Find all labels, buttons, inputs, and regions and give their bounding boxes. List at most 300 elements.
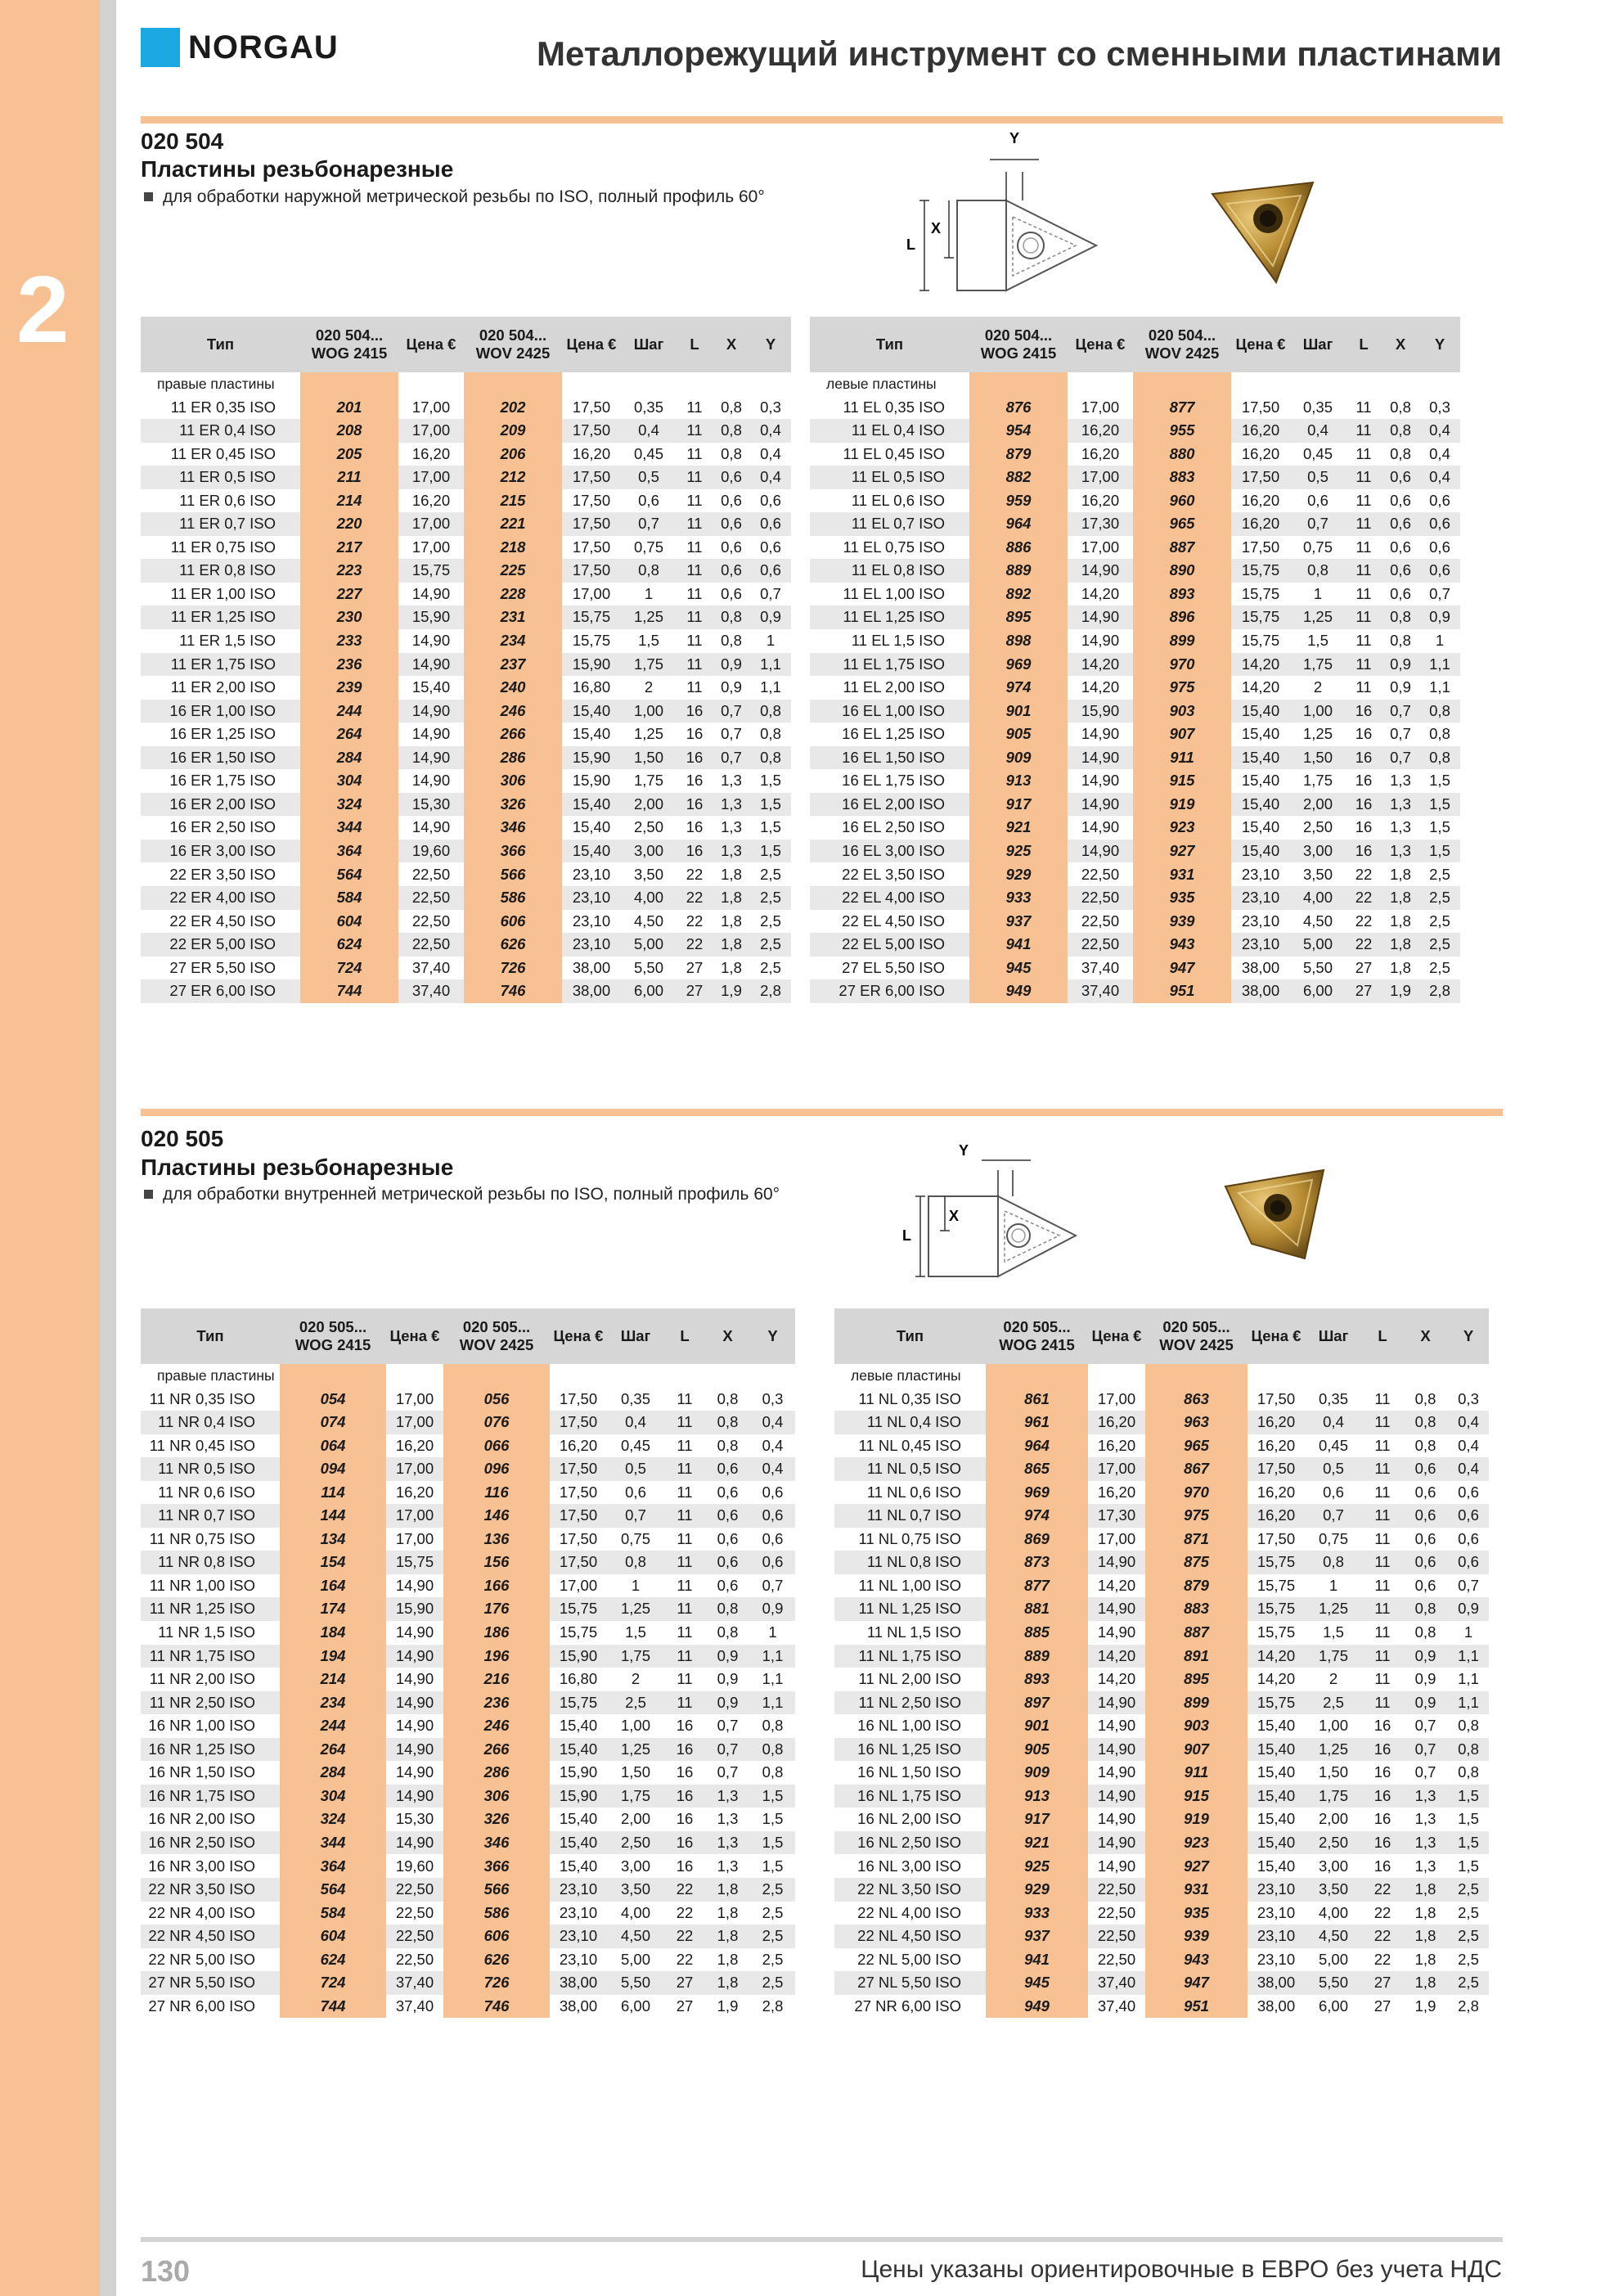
spec-cell: 2,5	[1429, 958, 1450, 976]
type-cell: 11 NR 0,75 ISO	[149, 1529, 255, 1547]
spec-cell: 3,50	[1302, 865, 1333, 883]
price-cell: 15,75	[1248, 1691, 1305, 1715]
spec-cell: 11	[1355, 398, 1372, 416]
catalog-number-cell: 931	[1145, 1878, 1248, 1902]
catalog-number-cell: 947	[1133, 957, 1231, 980]
spec-cell: 0,8	[762, 1763, 784, 1781]
catalog-number-cell: 939	[1133, 910, 1231, 934]
type-cell: 22 EL 4,00 ISO	[810, 886, 969, 910]
table-row	[141, 1457, 795, 1481]
price-cell: 15,90	[550, 1645, 607, 1668]
price-cell: 14,90	[1097, 1763, 1136, 1781]
spec-cell: 1,75	[607, 1785, 664, 1808]
column-header: Цена €	[386, 1308, 443, 1364]
spec-cell: 2,8	[750, 979, 791, 1003]
spec-cell: 0,4	[1458, 1436, 1479, 1454]
price-cell: 17,50	[572, 398, 611, 416]
spec-cell: 4,50	[633, 912, 663, 930]
spec-cell: 0,6	[1429, 491, 1450, 509]
price-cell: 17,00	[398, 512, 464, 536]
spec-cell: 6,00	[620, 1997, 650, 2015]
price-cell: 15,75	[1231, 559, 1290, 583]
price-cell: 14,20	[1088, 1645, 1145, 1668]
price-cell: 22,50	[1088, 1925, 1145, 1948]
catalog-number-cell: 905	[969, 723, 1068, 746]
spec-cell: 11	[686, 444, 703, 462]
catalog-number-cell: 216	[443, 1668, 550, 1691]
table-row	[141, 559, 791, 583]
spec-cell: 22	[677, 933, 713, 957]
spec-cell: 2,5	[1458, 1903, 1479, 1921]
table-row	[834, 1574, 1489, 1598]
price-cell: 14,20	[1241, 678, 1280, 696]
spec-cell: 0,3	[1458, 1389, 1479, 1407]
group-spacer-cell	[398, 372, 464, 396]
column-header: X	[713, 317, 750, 372]
group-spacer-cell	[1145, 1364, 1248, 1388]
price-cell: 15,40	[1257, 1717, 1296, 1735]
spec-cell: 0,5	[621, 466, 677, 489]
table-row	[141, 1785, 795, 1808]
price-cell: 15,90	[562, 746, 621, 770]
price-cell: 16,20	[1241, 444, 1280, 462]
price-cell: 23,10	[1241, 865, 1280, 883]
catalog-number-cell: 606	[443, 1925, 550, 1948]
price-cell: 23,10	[1248, 1925, 1305, 1948]
spec-cell: 11	[1374, 1389, 1391, 1407]
price-cell: 23,10	[572, 865, 611, 883]
catalog-number-cell: 116	[443, 1481, 550, 1505]
type-cell: 22 NR 4,00 ISO	[148, 1903, 255, 1921]
price-cell: 17,50	[1257, 1389, 1296, 1407]
type-cell: 11 NL 0,7 ISO	[834, 1504, 986, 1528]
spec-cell: 0,4	[1448, 1411, 1489, 1434]
spec-cell: 16	[686, 725, 704, 743]
catalog-number-cell: 919	[1133, 793, 1231, 817]
column-header: Цена €	[1088, 1308, 1145, 1364]
spec-cell: 1,75	[607, 1645, 664, 1668]
price-cell: 17,00	[395, 1529, 434, 1547]
spec-cell: 2,5	[762, 1903, 784, 1921]
catalog-number-cell: 136	[443, 1528, 550, 1551]
spec-cell: 1,3	[721, 818, 742, 836]
catalog-number-cell: 156	[443, 1551, 550, 1574]
price-cell: 14,90	[411, 584, 451, 602]
table-row	[810, 512, 1460, 536]
spec-cell: 2,5	[750, 1878, 795, 1902]
spec-cell: 0,6	[750, 1504, 795, 1528]
spec-cell: 0,8	[717, 1436, 739, 1454]
spec-cell: 1,5	[638, 632, 659, 650]
catalog-number-cell: 240	[464, 676, 562, 700]
spec-cell: 1,5	[1458, 1857, 1479, 1875]
type-cell: 22 EL 4,50 ISO	[842, 912, 945, 930]
spec-cell: 0,4	[1419, 466, 1460, 489]
price-cell: 17,50	[550, 1504, 607, 1528]
spec-cell: 16	[676, 1857, 694, 1875]
catalog-number-cell: 231	[464, 606, 562, 629]
spec-cell: 0,6	[713, 466, 750, 489]
price-cell: 15,90	[572, 772, 611, 790]
spec-cell: 1,5	[750, 793, 791, 817]
spec-cell: 0,4	[1448, 1457, 1489, 1481]
price-cell: 38,00	[572, 958, 611, 976]
catalog-number-cell: 915	[1145, 1785, 1248, 1808]
type-cell: 11 NR 0,45 ISO	[149, 1436, 255, 1454]
spec-cell: 0,4	[1419, 419, 1460, 443]
column-header: L	[1346, 317, 1382, 372]
spec-cell: 0,7	[607, 1504, 664, 1528]
catalog-number-cell: 096	[443, 1457, 550, 1481]
spec-cell: 0,6	[1419, 559, 1460, 583]
spec-cell: 1,25	[607, 1597, 664, 1621]
price-cell: 16,20	[1081, 444, 1120, 462]
spec-cell: 11	[686, 398, 703, 416]
spec-cell: 2,5	[1458, 1950, 1479, 1968]
price-cell: 14,90	[395, 1763, 434, 1781]
catalog-number-cell: 909	[969, 746, 1068, 770]
type-cell: 22 ER 4,50 ISO	[169, 912, 276, 930]
catalog-number-cell: 201	[300, 396, 398, 420]
spec-cell: 16	[1362, 1738, 1403, 1762]
price-cell: 37,40	[386, 1971, 443, 1995]
spec-cell: 1,9	[1382, 979, 1419, 1003]
spec-cell: 11	[1374, 1623, 1391, 1641]
spec-cell: 11	[1355, 584, 1372, 602]
spec-cell: 11	[1346, 653, 1382, 677]
spec-cell: 1,5	[762, 1857, 784, 1875]
price-cell: 15,75	[1241, 584, 1280, 602]
spec-cell: 11	[686, 584, 703, 602]
price-cell: 17,00	[386, 1457, 443, 1481]
spec-cell: 0,8	[762, 1717, 784, 1735]
spec-cell: 22	[664, 1878, 705, 1902]
price-cell: 14,90	[411, 818, 451, 836]
type-cell: 16 EL 1,75 ISO	[842, 772, 945, 790]
price-cell: 16,20	[1257, 1483, 1296, 1501]
spec-cell: 0,8	[1305, 1551, 1362, 1574]
table-row	[810, 606, 1460, 629]
spec-cell: 0,7	[1414, 1763, 1436, 1781]
table-header-row	[834, 1308, 1489, 1364]
spec-cell: 1,8	[705, 1925, 750, 1948]
catalog-number-cell: 882	[969, 466, 1068, 489]
spec-cell: 1,00	[620, 1717, 650, 1735]
price-cell: 15,75	[550, 1597, 607, 1621]
table-body	[141, 372, 791, 1003]
price-cell: 37,40	[1097, 1997, 1136, 2015]
column-header: Шаг	[621, 317, 677, 372]
table-row	[141, 1434, 795, 1458]
spec-cell: 1,75	[1305, 1785, 1362, 1808]
spec-cell: 0,8	[713, 606, 750, 629]
spec-cell: 2,00	[1290, 793, 1346, 817]
group-spacer-cell	[464, 372, 562, 396]
price-cell: 14,20	[1231, 653, 1290, 677]
spec-cell: 6,00	[1318, 1997, 1348, 2015]
catalog-number-cell: 624	[280, 1948, 386, 1972]
type-cell: 11 ER 1,25 ISO	[141, 606, 300, 629]
price-cell: 17,00	[1081, 538, 1120, 556]
price-cell: 15,40	[1231, 840, 1290, 863]
catalog-number-cell: 624	[300, 933, 398, 957]
spec-cell: 0,6	[1382, 466, 1419, 489]
catalog-number-cell: 304	[300, 769, 398, 793]
table-row	[141, 653, 791, 677]
catalog-number-cell: 890	[1133, 559, 1231, 583]
table-row	[810, 396, 1460, 420]
price-cell: 14,90	[386, 1785, 443, 1808]
table-row	[141, 1808, 795, 1831]
section-title: Пластины резьбонарезные	[141, 156, 454, 182]
group-label: левые пластины	[826, 375, 937, 392]
catalog-number-cell: 227	[300, 583, 398, 606]
table-row	[141, 862, 791, 886]
catalog-number-cell: 921	[986, 1831, 1088, 1855]
catalog-number-cell: 876	[969, 396, 1068, 420]
type-cell: 16 NR 2,00 ISO	[148, 1810, 255, 1828]
spec-cell: 1,8	[1403, 1925, 1448, 1948]
table-row	[834, 1645, 1489, 1668]
spec-cell: 2,5	[1419, 886, 1460, 910]
catalog-number-cell: 246	[464, 700, 562, 723]
table-row	[810, 676, 1460, 700]
spec-cell: 0,35	[1302, 398, 1333, 416]
type-cell: 22 NL 4,00 ISO	[857, 1903, 961, 1921]
catalog-number-cell: 211	[300, 466, 398, 489]
catalog-number-cell: 223	[300, 559, 398, 583]
catalog-number-cell: 913	[986, 1785, 1088, 1808]
spec-cell: 2,5	[1419, 933, 1460, 957]
column-header: Цена €	[562, 317, 621, 372]
spec-cell: 0,7	[713, 700, 750, 723]
catalog-number-cell: 975	[1145, 1504, 1248, 1528]
column-header: 020 504... WOV 2425	[464, 317, 562, 372]
spec-cell: 0,75	[1302, 538, 1333, 556]
catalog-number-cell: 220	[300, 512, 398, 536]
price-cell: 22,50	[395, 1950, 434, 1968]
type-cell: 22 NL 5,00 ISO	[857, 1950, 961, 1968]
spec-cell: 0,8	[1414, 1623, 1436, 1641]
type-cell: 16 EL 1,50 ISO	[810, 746, 969, 770]
catalog-number-cell: 895	[969, 606, 1068, 629]
spec-cell: 1	[1329, 1576, 1338, 1594]
spec-cell: 2	[644, 678, 654, 696]
group-label: правые пластины	[157, 375, 275, 392]
spec-cell: 16	[1362, 1831, 1403, 1855]
group-spacer-cell	[705, 1364, 750, 1388]
type-cell: 11 ER 2,00 ISO	[170, 678, 276, 696]
price-cell: 15,40	[1231, 746, 1290, 770]
catalog-number-cell: 566	[464, 862, 562, 886]
catalog-number-cell: 970	[1145, 1481, 1248, 1505]
price-cell: 22,50	[1097, 1903, 1136, 1921]
price-cell: 15,40	[559, 1717, 598, 1735]
spec-cell: 0,6	[1403, 1504, 1448, 1528]
group-spacer-cell	[1290, 372, 1346, 396]
group-label: левые пластины	[851, 1366, 961, 1384]
type-cell: 11 EL 1,00 ISO	[843, 584, 945, 602]
group-spacer-cell	[1248, 1364, 1305, 1388]
price-cell: 17,50	[562, 419, 621, 443]
catalog-number-cell: 324	[300, 793, 398, 817]
catalog-number-cell: 945	[986, 1971, 1088, 1995]
spec-cell: 1,75	[1302, 772, 1333, 790]
spec-cell: 0,7	[762, 1576, 784, 1594]
catalog-number-cell: 064	[280, 1434, 386, 1458]
type-cell: 27 ER 6,00 ISO	[141, 979, 300, 1003]
price-cell: 15,90	[398, 606, 464, 629]
table-row	[834, 1434, 1489, 1458]
spec-cell: 1,5	[750, 1831, 795, 1855]
price-cell: 14,90	[411, 772, 451, 790]
table-row	[141, 1551, 795, 1574]
price-cell: 15,40	[1248, 1831, 1305, 1855]
table-row	[834, 1738, 1489, 1762]
spec-cell: 0,6	[1390, 491, 1411, 509]
price-cell: 15,75	[559, 1623, 598, 1641]
table-row	[141, 1481, 795, 1505]
spec-cell: 11	[1355, 444, 1372, 462]
spec-cell: 1,5	[762, 1810, 784, 1828]
spec-cell: 1	[1463, 1623, 1473, 1641]
table-row	[141, 1925, 795, 1948]
catalog-number-cell: 724	[280, 1971, 386, 1995]
spec-cell: 0,6	[705, 1504, 750, 1528]
price-cell: 37,40	[398, 979, 464, 1003]
catalog-number-cell: 954	[969, 419, 1068, 443]
diagram-label-x: X	[931, 220, 942, 236]
catalog-number-cell: 066	[443, 1434, 550, 1458]
spec-cell: 0,5	[1290, 466, 1346, 489]
spec-cell: 1,75	[1305, 1645, 1362, 1668]
group-spacer-cell	[1346, 372, 1382, 396]
spec-cell: 2,5	[750, 933, 791, 957]
catalog-number-cell: 925	[969, 840, 1068, 863]
spec-cell: 0,6	[721, 491, 742, 509]
spec-cell: 0,9	[705, 1645, 750, 1668]
spec-cell: 0,6	[713, 512, 750, 536]
spec-cell: 11	[1355, 632, 1372, 650]
price-cell: 16,20	[1257, 1436, 1296, 1454]
catalog-number-cell: 228	[464, 583, 562, 606]
spec-cell: 1,5	[750, 1785, 795, 1808]
column-header: Y	[750, 1308, 795, 1364]
spec-cell: 0,9	[1390, 678, 1411, 696]
column-header: X	[1403, 1308, 1448, 1364]
spec-cell: 0,7	[760, 584, 781, 602]
table-row	[141, 1691, 795, 1715]
spec-cell: 11	[1374, 1576, 1391, 1594]
group-spacer-cell	[664, 1364, 705, 1388]
type-cell: 11 EL 1,25 ISO	[810, 606, 969, 629]
table-body	[810, 372, 1460, 1003]
group-spacer-cell	[1231, 372, 1290, 396]
catalog-number-cell: 960	[1133, 489, 1231, 513]
catalog-number-cell: 218	[464, 536, 562, 560]
catalog-number-cell: 194	[280, 1645, 386, 1668]
type-cell: 16 NL 3,00 ISO	[857, 1857, 961, 1875]
price-cell: 14,90	[1097, 1810, 1136, 1828]
spec-cell: 0,4	[1305, 1411, 1362, 1434]
catalog-number-cell: 744	[300, 979, 398, 1003]
catalog-number-cell: 917	[986, 1808, 1088, 1831]
spec-cell: 0,6	[760, 491, 781, 509]
price-cell: 14,90	[1088, 1597, 1145, 1621]
catalog-number-cell: 879	[1145, 1574, 1248, 1598]
price-cell: 38,00	[1257, 1997, 1296, 2015]
table-row	[834, 1621, 1489, 1645]
price-cell: 14,90	[386, 1738, 443, 1762]
spec-cell: 0,6	[713, 559, 750, 583]
diagram-label-y: Y	[1009, 130, 1020, 146]
price-cell: 14,90	[1088, 1738, 1145, 1762]
price-cell: 15,90	[559, 1763, 598, 1781]
catalog-number-cell: 887	[1145, 1621, 1248, 1645]
diagram-label-l: L	[902, 1227, 911, 1244]
spec-cell: 1,3	[1403, 1785, 1448, 1808]
table-row	[141, 1948, 795, 1972]
spec-cell: 1,8	[705, 1971, 750, 1995]
catalog-number-cell: 895	[1145, 1668, 1248, 1691]
chapter-number: 2	[16, 256, 70, 362]
table-row	[141, 629, 791, 653]
spec-cell: 0,7	[1403, 1738, 1448, 1762]
table-row	[141, 1902, 795, 1925]
catalog-number-cell: 215	[464, 489, 562, 513]
catalog-number-cell: 951	[1145, 1995, 1248, 2019]
spec-cell: 1,1	[762, 1670, 784, 1688]
type-cell: 11 NL 0,8 ISO	[834, 1551, 986, 1574]
type-cell: 11 NR 0,4 ISO	[141, 1411, 280, 1434]
catalog-number-cell: 974	[986, 1504, 1088, 1528]
spec-cell: 0,75	[620, 1529, 650, 1547]
price-cell: 14,90	[395, 1717, 434, 1735]
table-body	[141, 1364, 795, 2018]
price-cell: 16,20	[411, 491, 451, 509]
spec-cell: 0,6	[705, 1457, 750, 1481]
price-cell: 37,40	[395, 1997, 434, 2015]
catalog-number-cell: 234	[280, 1691, 386, 1715]
table-row	[810, 816, 1460, 840]
table-row	[834, 1597, 1489, 1621]
spec-cell: 0,6	[1382, 559, 1419, 583]
type-cell: 11 NL 0,35 ISO	[858, 1389, 961, 1407]
column-header: Y	[1448, 1308, 1489, 1364]
type-cell: 16 NL 2,00 ISO	[857, 1810, 961, 1828]
catalog-number-cell: 923	[1145, 1831, 1248, 1855]
section-divider	[141, 1109, 1503, 1116]
spec-cell: 2,50	[1302, 818, 1333, 836]
catalog-number-cell: 286	[464, 746, 562, 770]
catalog-number-cell: 961	[986, 1411, 1088, 1434]
catalog-number-cell: 626	[464, 933, 562, 957]
group-spacer-cell	[443, 1364, 550, 1388]
type-cell: 27 EL 5,50 ISO	[842, 958, 945, 976]
type-cell: 11 EL 0,75 ISO	[843, 538, 945, 556]
spec-cell: 1,8	[721, 958, 742, 976]
spec-cell: 1,3	[713, 793, 750, 817]
price-cell: 16,20	[1248, 1411, 1305, 1434]
table-row	[810, 840, 1460, 863]
catalog-number-cell: 184	[280, 1621, 386, 1645]
table-row	[834, 1925, 1489, 1948]
spec-cell: 4,00	[620, 1903, 650, 1921]
spec-cell: 11	[1362, 1457, 1403, 1481]
spec-cell: 5,50	[633, 958, 663, 976]
spec-cell: 1,3	[1414, 1857, 1436, 1875]
spec-cell: 0,6	[625, 1483, 646, 1501]
